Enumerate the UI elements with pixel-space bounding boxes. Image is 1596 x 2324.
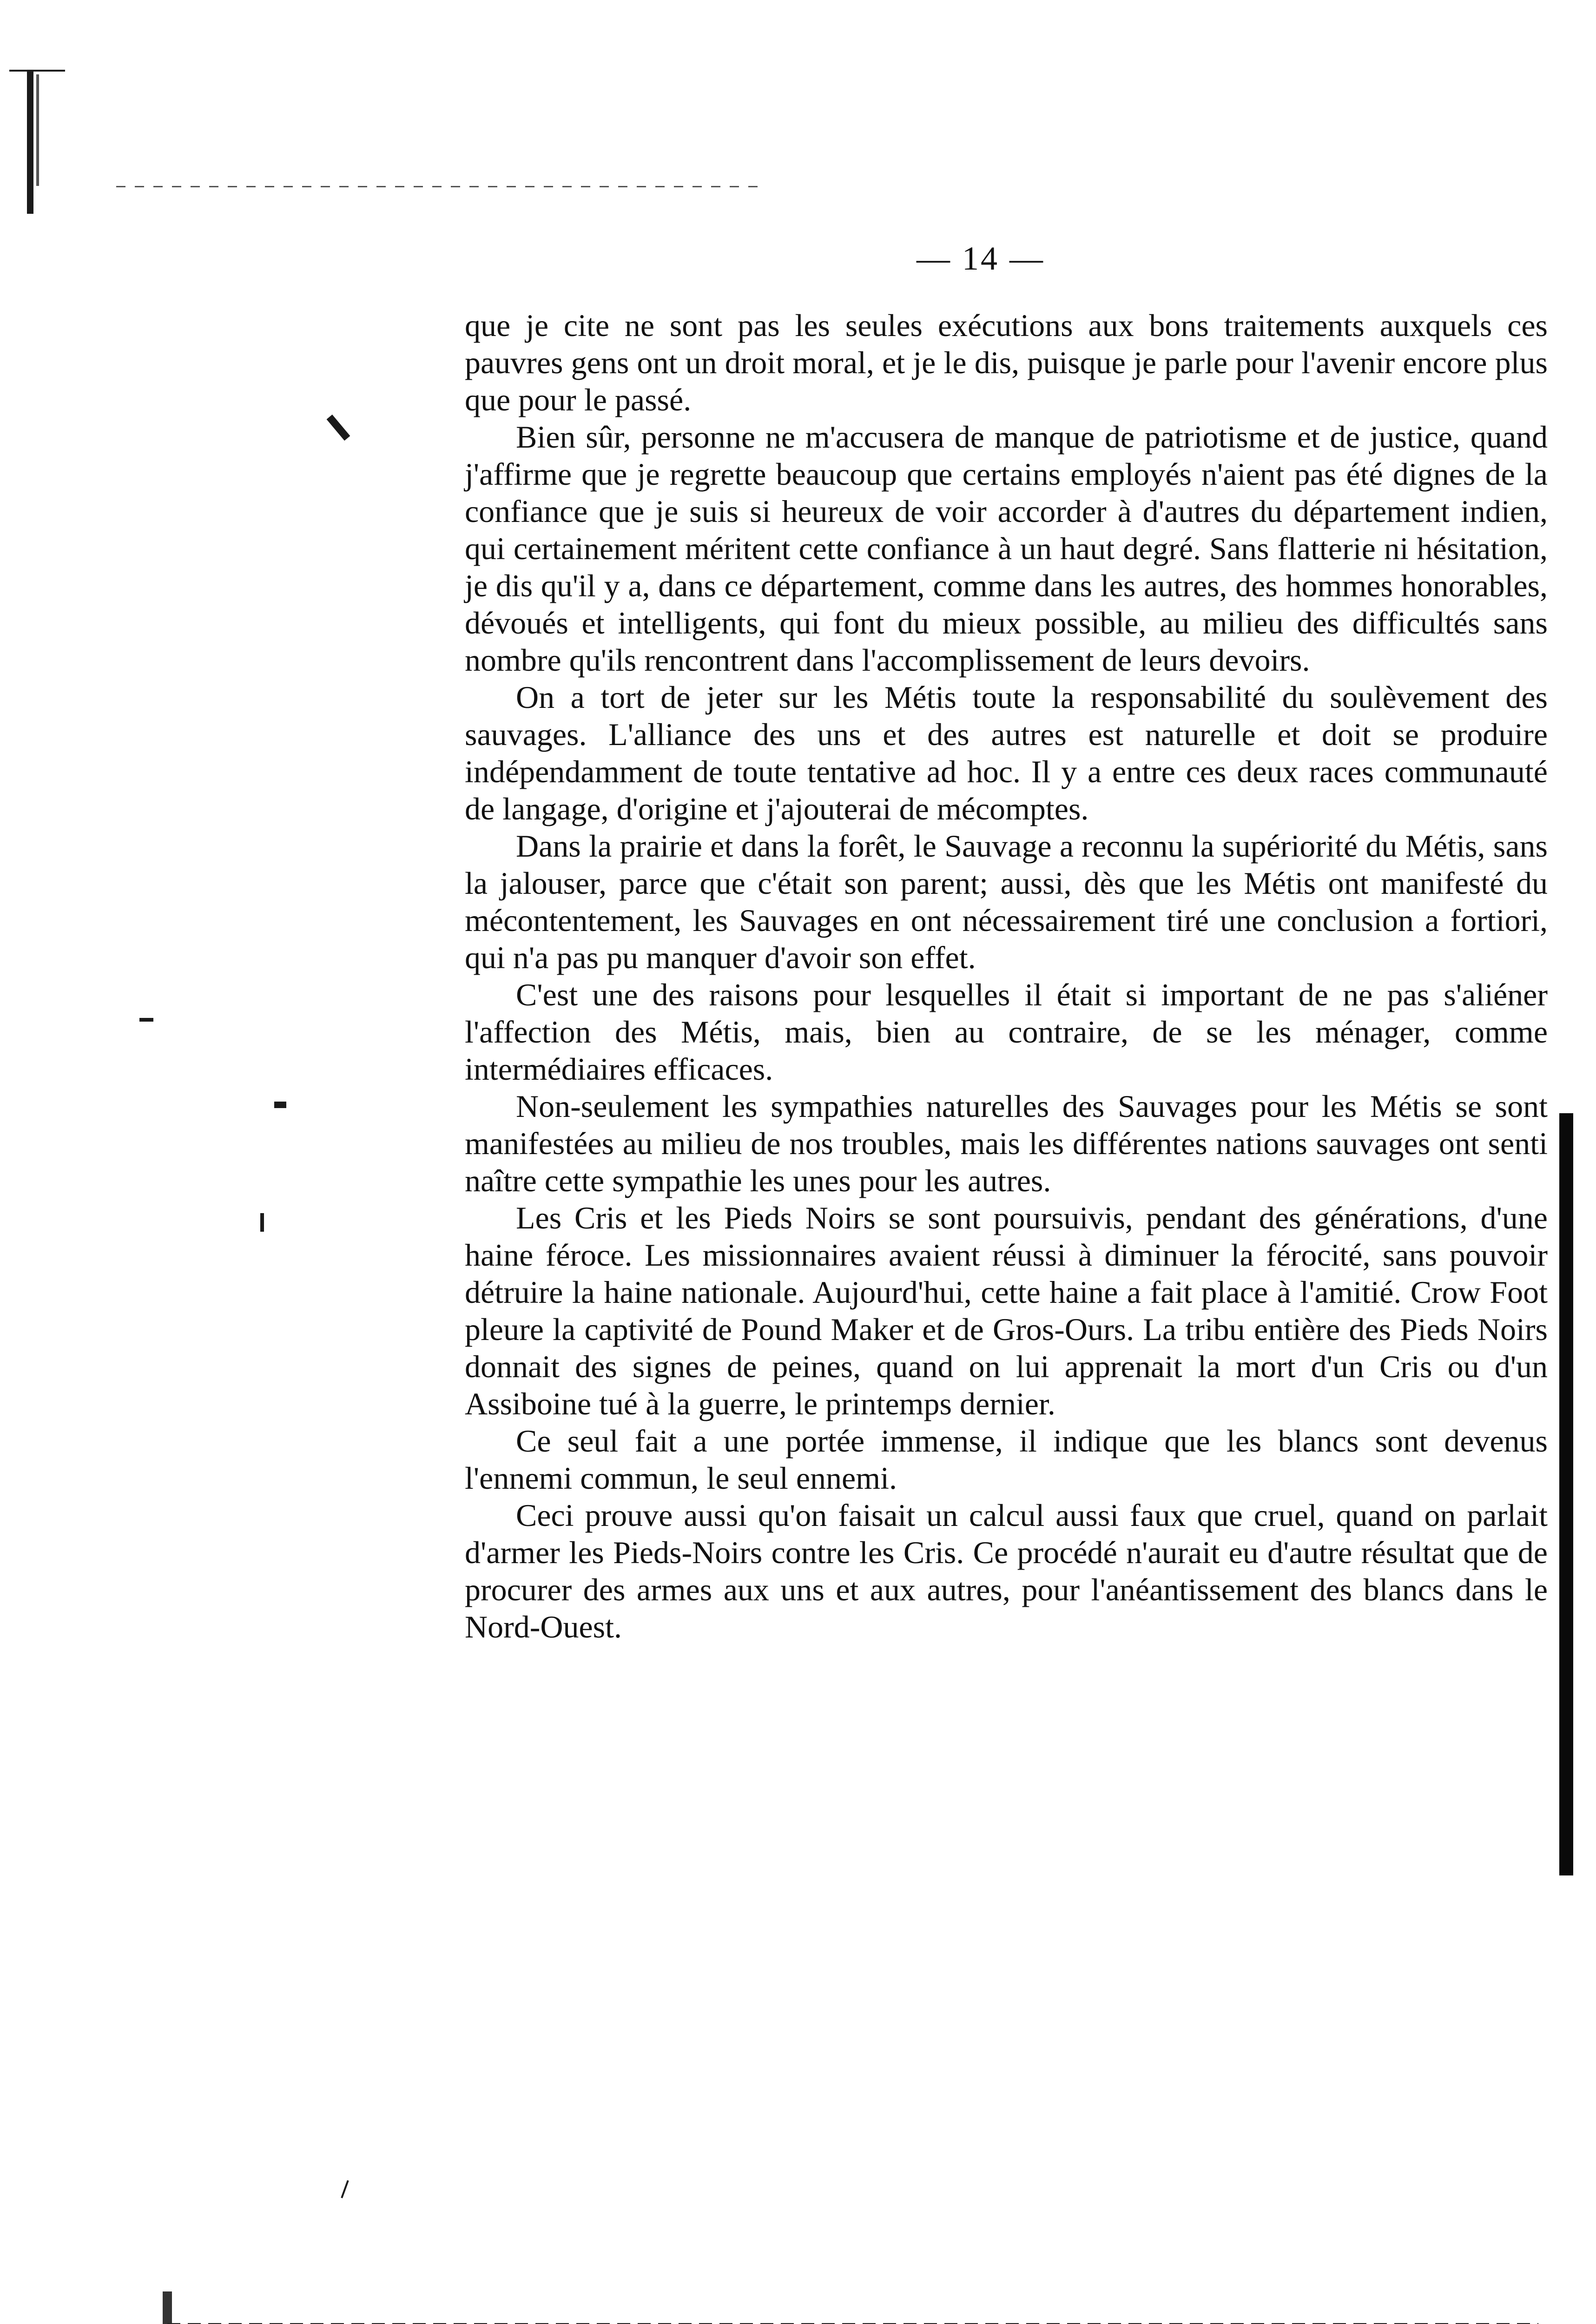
body-text	[465, 307, 1548, 1645]
paragraph: Ce seul fait a une portée immense, il indique que les blancs sont devenus l'ennemi commun, le seul ennemi.	[465, 1423, 1548, 1496]
page-number: — 14 —	[917, 240, 1045, 277]
scan-mark-left-bar-2	[36, 74, 39, 186]
paragraph: Non-seulement les sympathies naturelles des Sauvages pour les Métis se sont manifestées au milieu de nos troubles, mais les différentes nations sauvages ont senti naître cette sympathie les unes pour les autres.	[465, 1089, 1548, 1198]
paragraph: que je cite ne sont pas les seules exécutions aux bons traitements auxquels ces pauvres gens ont un droit moral, et je le dis, puisque je parle pour l'avenir encore plus que pour le passé.	[465, 308, 1548, 417]
scan-speck	[274, 1102, 286, 1108]
paragraph: C'est une des raisons pour lesquelles il était si important de ne pas s'aliéner l'affection des Métis, mais, bien au contraire, de se les ménager, comme intermédiaires efficaces.	[465, 977, 1548, 1087]
scan-speck	[327, 415, 350, 441]
paragraph: Dans la prairie et dans la forêt, le Sauvage a reconnu la supériorité du Métis, sans la jalouser, parce que c'était son parent; aussi, dès que les Métis ont manifesté du mécontentement, les Sauvages en ont nécessairement tiré une conclusion a fortiori, qui n'a pas pu manquer d'avoir son effet.	[465, 828, 1548, 975]
scan-speck	[260, 1213, 264, 1232]
scan-speck	[163, 2291, 172, 2324]
scan-speck	[341, 2180, 349, 2199]
paragraph: Ceci prouve aussi qu'on faisait un calcul aussi faux que cruel, quand on parlait d'armer les Pieds-Noirs contre les Cris. Ce procédé n'aurait eu d'autre résultat que de procurer des armes aux uns et aux autres, pour l'anéantissement des blancs dans le Nord-Ouest.	[465, 1498, 1548, 1644]
paragraph: On a tort de jeter sur les Métis toute la responsabilité du soulèvement des sauvages. L'alliance des uns et des autres est naturelle et doit se produire indépendamment de toute tentative ad hoc. Il y a entre ces deux races communauté de langage, d'origine et j'ajouterai de mécomptes.	[465, 680, 1548, 826]
scan-mark-left-bar	[27, 70, 33, 214]
scan-speck	[139, 1018, 153, 1022]
scan-mark-top-rule	[116, 186, 767, 187]
scan-mark-left-top	[9, 70, 65, 72]
paragraph: Bien sûr, personne ne m'accusera de manque de patriotisme et de justice, quand j'affirme que je regrette beaucoup que certains employés n'aient pas été dignes de la confiance que je suis si heureux de voir accorder à d'autres du département indien, qui certainement méritent cette confiance à un haut degré. Sans flatterie ni hésitation, je dis qu'il y a, dans ce département, comme dans les autres, des hommes honorables, dévoués et intelligents, qui font du mieux possible, au milieu des difficultés sans nombre qu'ils rencontrent dans l'accomplissement de leurs devoirs.	[465, 419, 1548, 678]
scan-edge-bar	[1559, 1113, 1573, 1875]
paragraph: Les Cris et les Pieds Noirs se sont poursuivis, pendant des générations, d'une haine féroce. Les missionnaires avaient réussi à diminuer la férocité, sans pouvoir détruire la haine nationale. Aujourd'hui, cette haine a fait place à l'amitié. Crow Foot pleure la captivité de Pound Maker et de Gros-Ours. La tribu entière des Pieds Noirs donnait des signes de peines, quand on lui apprenait la mort d'un Cris ou d'un Assiboine tué à la guerre, le printemps dernier.	[465, 1200, 1548, 1421]
